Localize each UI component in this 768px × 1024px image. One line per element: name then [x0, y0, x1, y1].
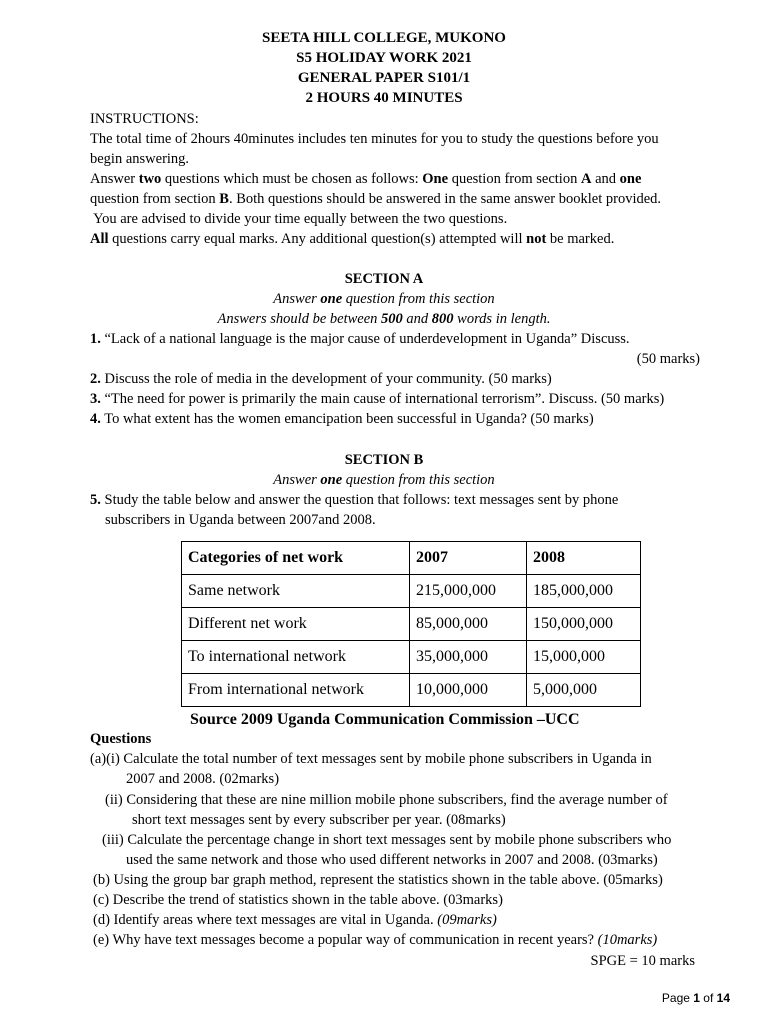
table-cell: 5,000,000 [527, 674, 641, 707]
instruction-line: Answer two questions which must be chosen as follows: One question from section A and one [90, 171, 642, 187]
question-3: 3. “The need for power is primarily the main cause of international terrorism”. Discuss. (50 marks) [90, 391, 665, 407]
table-header-cell: 2008 [527, 542, 641, 575]
question-a-iii: (iii) Calculate the percentage change in short text messages sent by mobile phone subscribers who [102, 832, 672, 848]
instruction-line: All questions carry equal marks. Any additional question(s) attempted will not be marked. [90, 231, 615, 247]
page-number: Page 1 of 14 [661, 991, 730, 1005]
instructions-heading: INSTRUCTIONS: [90, 111, 199, 127]
table-cell: 15,000,000 [527, 641, 641, 674]
table-cell: Different net work [182, 608, 410, 641]
table-cell: To international network [182, 641, 410, 674]
question-e: (e) Why have text messages become a popular way of communication in recent years? (10marks) [93, 932, 658, 948]
question-c: (c) Describe the trend of statistics shown in the table above. (03marks) [93, 892, 503, 908]
table-header-cell: 2007 [410, 542, 527, 575]
section-b-title: SECTION B [344, 452, 424, 468]
table-cell: 85,000,000 [410, 608, 527, 641]
section-a-length: Answers should be between 500 and 800 words in length. [217, 311, 551, 327]
paper-title: GENERAL PAPER S101/1 [297, 70, 471, 86]
question-a-ii-cont: short text messages sent by every subscriber per year. (08marks) [132, 812, 506, 828]
instruction-line: question from section B. Both questions should be answered in the same answer booklet provided. [90, 191, 662, 207]
question-4: 4. To what extent has the women emancipation been successful in Uganda? (50 marks) [90, 411, 594, 427]
question-d: (d) Identify areas where text messages are vital in Uganda. (09marks) [93, 912, 497, 928]
table-row [182, 575, 641, 608]
question-a-i: (a)(i) Calculate the total number of text messages sent by mobile phone subscribers in Uganda in [90, 751, 652, 767]
question-b: (b) Using the group bar graph method, represent the statistics shown in the table above. (05marks) [93, 872, 663, 888]
section-a-title: SECTION A [344, 271, 424, 287]
table-header-cell: Categories of net work [182, 542, 410, 575]
section-b-subtitle: Answer one question from this section [273, 472, 495, 488]
question-2: 2. Discuss the role of media in the development of your community. (50 marks) [90, 371, 552, 387]
table-cell: From international network [182, 674, 410, 707]
table-header-row [182, 542, 641, 575]
sms-table [181, 541, 641, 707]
table-cell: 215,000,000 [410, 575, 527, 608]
table-source: Source 2009 Uganda Communication Commission –UCC [190, 711, 580, 728]
table-cell: 10,000,000 [410, 674, 527, 707]
duration: 2 HOURS 40 MINUTES [305, 90, 463, 106]
question-a-ii: (ii) Considering that these are nine million mobile phone subscribers, find the average number of [105, 792, 668, 808]
table-cell: 35,000,000 [410, 641, 527, 674]
school-name: SEETA HILL COLLEGE, MUKONO [262, 30, 506, 46]
question-a-iii-cont: used the same network and those who used different networks in 2007 and 2008. (03marks) [126, 852, 658, 868]
question-5-cont: subscribers in Uganda between 2007and 2008. [105, 512, 376, 528]
question-a-i-cont: 2007 and 2008. (02marks) [126, 771, 280, 787]
table-row [182, 641, 641, 674]
spge-marks: SPGE = 10 marks [590, 953, 695, 969]
table-row [182, 674, 641, 707]
instruction-line: You are advised to divide your time equally between the two questions. [90, 211, 508, 227]
instruction-line: The total time of 2hours 40minutes includes ten minutes for you to study the questions before you [90, 131, 659, 147]
table-cell: Same network [182, 575, 410, 608]
questions-heading: Questions [90, 731, 152, 747]
table-cell: 185,000,000 [527, 575, 641, 608]
instruction-line: begin answering. [90, 151, 190, 167]
question-5: 5. Study the table below and answer the question that follows: text messages sent by phone [90, 492, 619, 508]
work-title: S5 HOLIDAY WORK 2021 [296, 50, 472, 66]
section-a-subtitle: Answer one question from this section [273, 291, 495, 307]
table-row [182, 608, 641, 641]
table-cell: 150,000,000 [527, 608, 641, 641]
question-1-marks: (50 marks) [636, 351, 700, 367]
question-1: 1. “Lack of a national language is the major cause of underdevelopment in Uganda” Discuss. [90, 331, 630, 347]
